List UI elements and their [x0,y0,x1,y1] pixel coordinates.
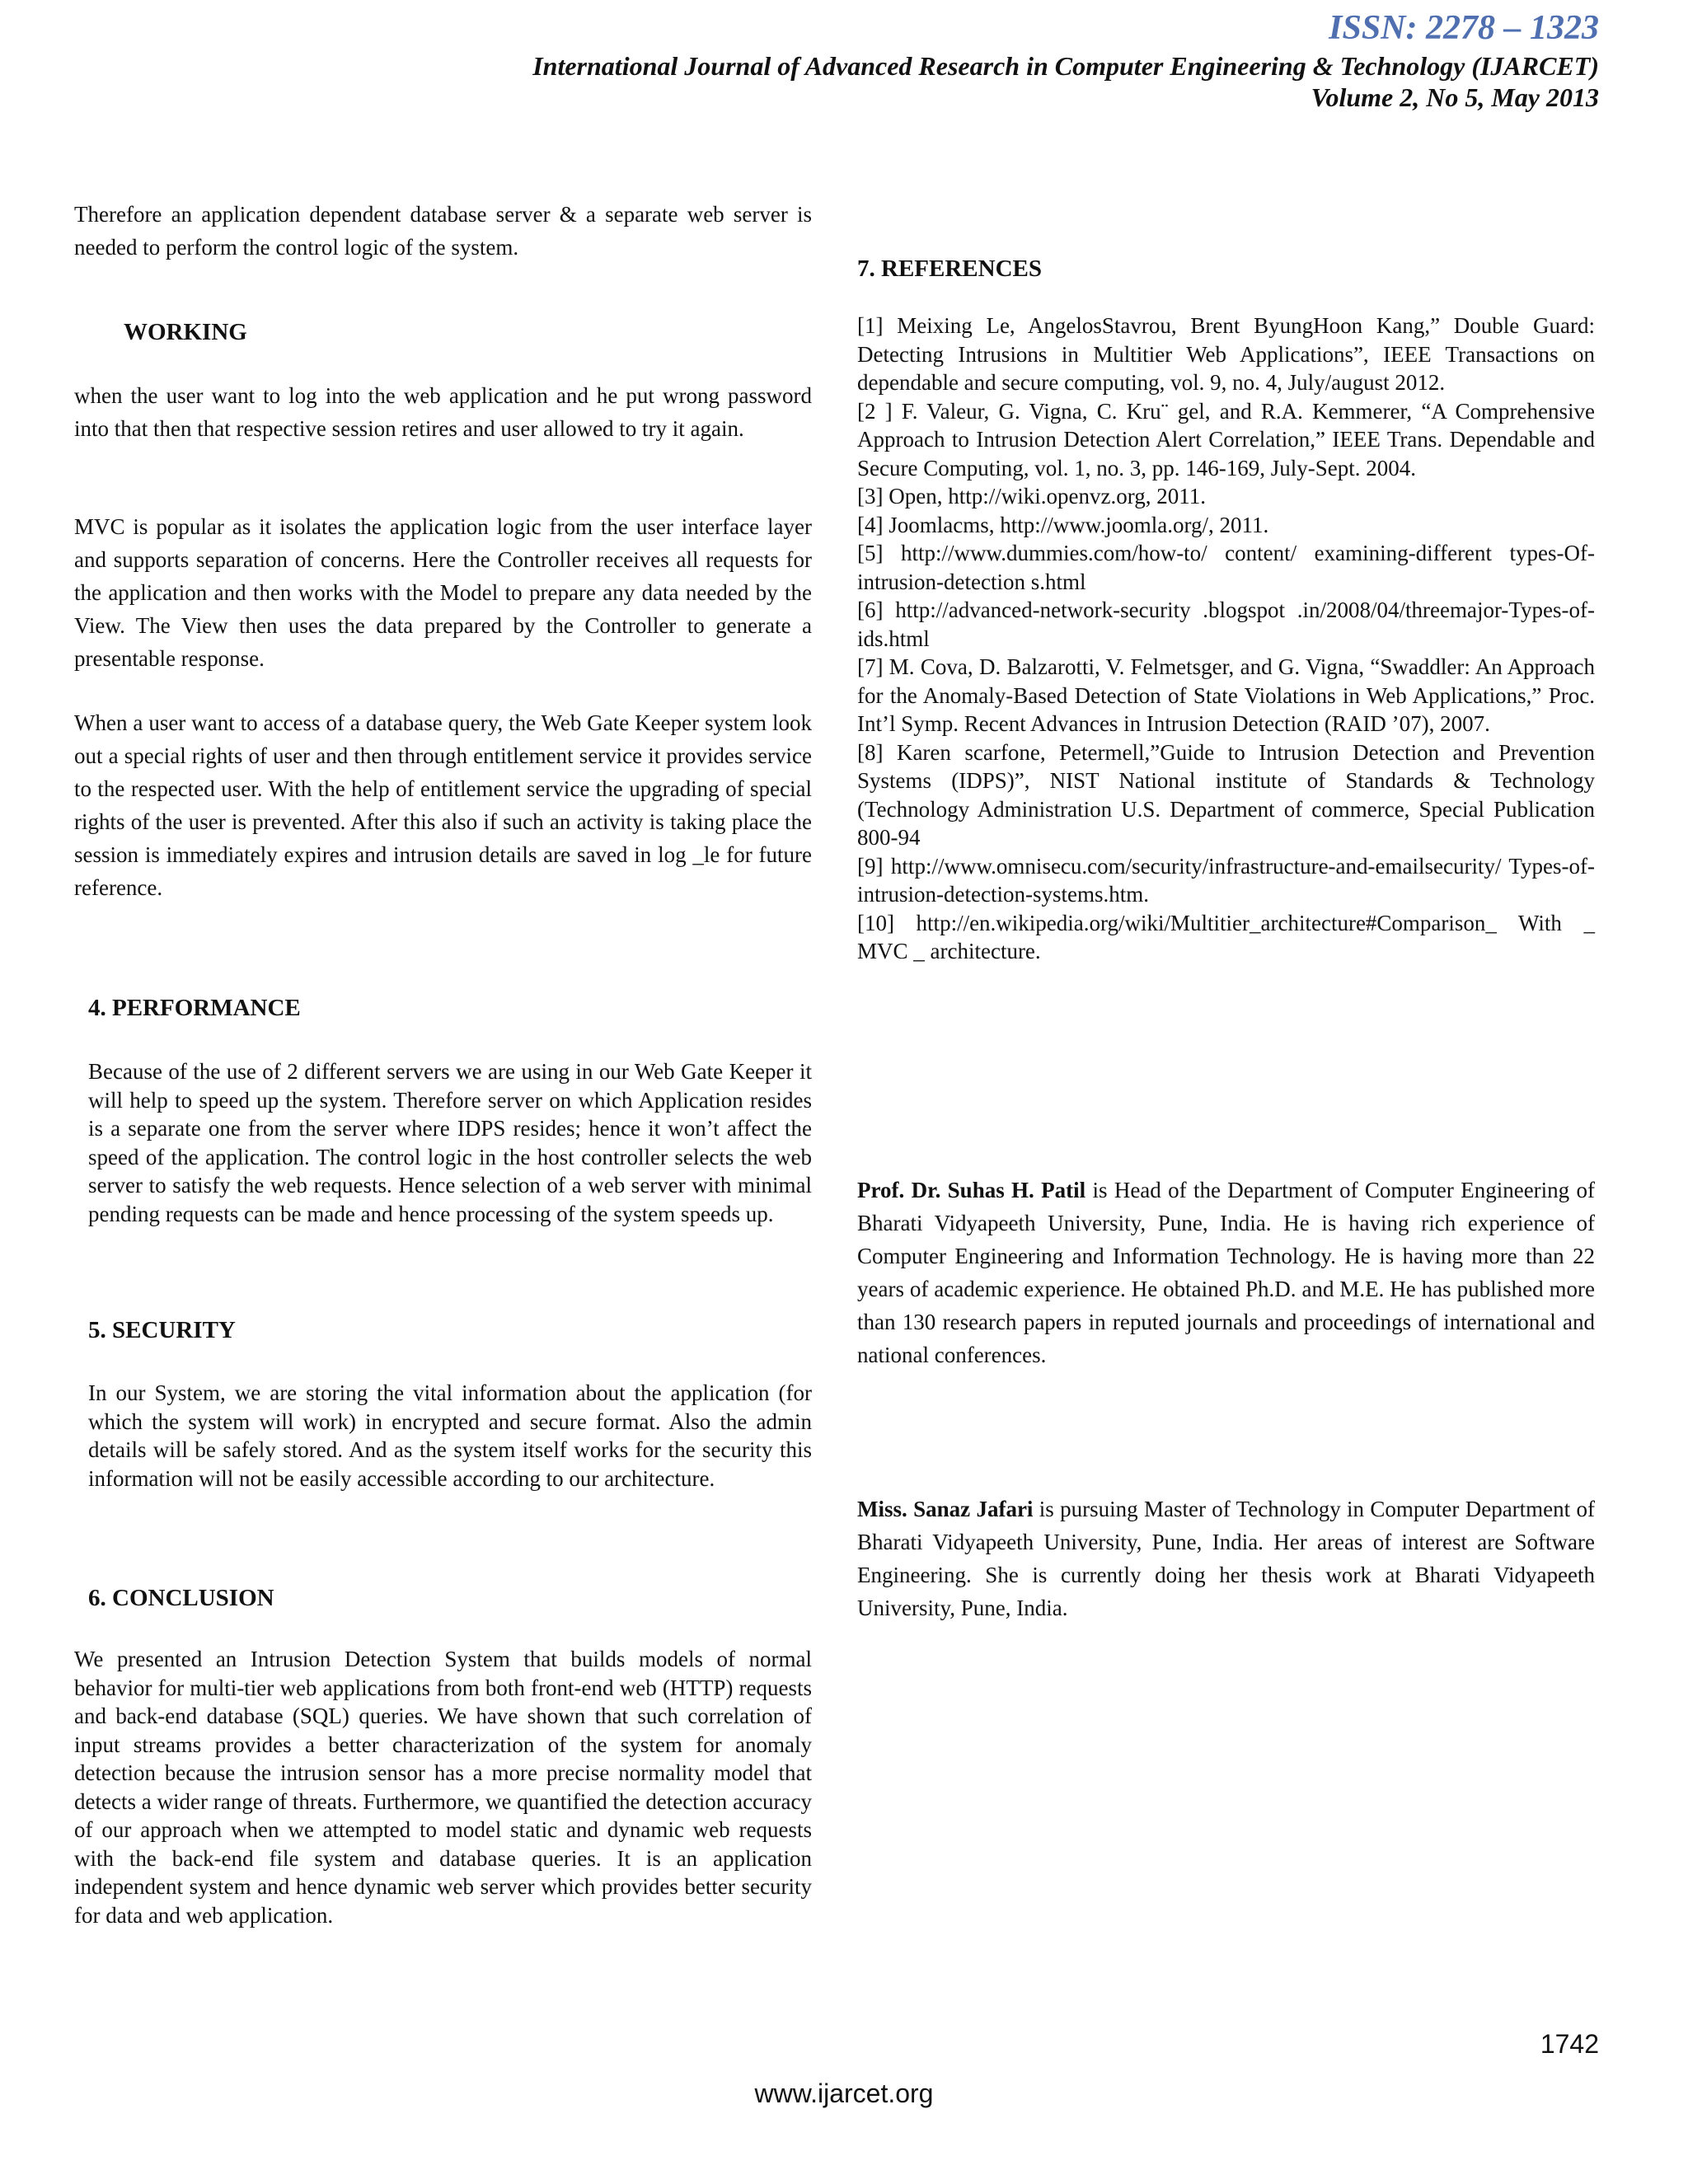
security-paragraph: In our System, we are storing the vital information about the application (for which the system will work) in encrypted and secure format. Also the admin details will be safely stored. And as the system itself works for the security this information will not be easily accessible according to our architecture. [88,1380,812,1491]
reference-item: [7] M. Cova, D. Balzarotti, V. Felmetsger, and G. Vigna, “Swaddler: An Approach for the Anomaly-Based Detection of State Violations in Web Applications,” Proc. Int’l Symp. Recent Advances in Intrusion Detection (RAID ’07), 2007. [857,654,1595,736]
right-column [857,0,1595,2184]
author-bio-jafari [857,1493,1595,1624]
reference-item: [8] Karen scarfone, Petermell,”Guide to Intrusion Detection and Prevention Systems (IDPS)”, NIST National institute of Standards & Technology (Technology Administration U.S. Department of commerce, Special Publication 800-94 [857,739,1595,850]
reference-item: [5] http://www.dummies.com/how-to/ content/ examining-different types-Of-intrusion-detection s.html [857,541,1595,594]
performance-paragraph: Because of the use of 2 different servers we are using in our Web Gate Keeper it will help to speed up the system. Therefore server on which Application resides is a separate one from the server where IDPS resides; hence it won’t affect the speed of the application. The control logic in the host controller selects the web server to satisfy the web requests. Hence selection of a web server with minimal pending requests can be made and hence processing of the system speeds up. [88,1059,812,1226]
reference-item: [2 ] F. Valeur, G. Vigna, C. Kru¨ gel, and R.A. Kemmerer, “A Comprehensive Approach to Intrusion Detection Alert Correlation,” IEEE Trans. Dependable and Secure Computing, vol. 1, no. 3, pp. 146-169, July-Sept. 2004. [857,398,1595,480]
reference-item: [1] Meixing Le, AngelosStavrou, Brent ByungHoon Kang,” Double Guard: Detecting Intrusions in Multitier Web Applications”, IEEE Transactions on dependable and secure computing, vol. 9, no. 4, July/august 2012. [857,313,1595,395]
working-paragraph-3: When a user want to access of a database query, the Web Gate Keeper system look out a special rights of user and then through entitlement service it provides service to the respected user. With the help of entitlement service the upgrading of special rights of the user is prevented. After this also if such an activity is taking place the session is immediately expires and intrusion details are saved in log _le for future reference. [74,710,812,900]
reference-item: [6] http://advanced-network-security .blogspot .in/2008/04/threemajor-Types-of-ids.html [857,598,1595,651]
reference-item: [3] Open, http://wiki.openvz.org, 2011. [857,484,1206,509]
working-heading: WORKING [124,319,247,345]
conclusion-heading: 6. CONCLUSION [88,1585,274,1611]
references-list [857,312,1595,966]
working-paragraph-1: when the user want to log into the web application and he put wrong password into that then that respective session retires and user allowed to try it again. [74,383,812,441]
volume-info: Volume 2, No 5, May 2013 [1311,82,1599,112]
page-number: 1742 [1540,2029,1599,2059]
author-bio-patil [857,1174,1595,1371]
footer-url: www.ijarcet.org [754,2079,934,2108]
author-bio-jafari-text: is pursuing Master of Technology in Computer Department of Bharati Vidyapeeth University, Pune, India. Her areas of interest are Software Engineering. She is currently doing her thesis work at Bharati Vidyapeeth University, Pune, India. [857,1497,1595,1620]
references-heading: 7. REFERENCES [857,255,1042,282]
reference-item: [10] http://en.wikipedia.org/wiki/Multitier_architecture#Comparison_ With _ MVC _ architecture. [857,910,1595,963]
intro-paragraph: Therefore an application dependent database server & a separate web server is needed to perform the control logic of the system. [74,202,812,260]
author-bio-patil-text: is Head of the Department of Computer Engineering of Bharati Vidyapeeth University, Pune, India. He is having rich experience of Computer Engineering and Information Technology. He is having more than 22 years of academic experience. He obtained Ph.D. and M.E. He has published more than 130 research papers in reputed journals and proceedings of international and national conferences. [857,1178,1596,1367]
performance-heading: 4. PERFORMANCE [88,995,301,1021]
author-name-patil: Prof. Dr. Suhas H. Patil [857,1178,1086,1202]
conclusion-paragraph: We presented an Intrusion Detection System that builds models of normal behavior for multi-tier web applications from both front-end web (HTTP) requests and back-end database (SQL) queries. We have shown that such correlation of input streams provides a better characterization of the system for anomaly detection because the intrusion sensor has a more precise normality model that detects a wider range of threats. Furthermore, we quantified the detection accuracy of our approach when we attempted to model static and dynamic web requests with the back-end file system and database queries. It is an application independent system and hence dynamic web server which provides better security for data and web application. [74,1647,812,1928]
reference-item: [4] Joomlacms, http://www.joomla.org/, 2011. [857,512,1269,537]
working-paragraph-2: MVC is popular as it isolates the application logic from the user interface layer and supports separation of concerns. Here the Controller receives all requests for the application and then works with the Model to prepare any data needed by the View. The View then uses the data prepared by the Controller to generate a presentable response. [74,514,812,671]
reference-item: [9] http://www.omnisecu.com/security/infrastructure-and-emailsecurity/ Types-of-intrusion-detection-systems.htm. [857,853,1595,907]
security-heading: 5. SECURITY [88,1317,236,1343]
left-column [74,0,812,2184]
issn-header: ISSN: 2278 – 1323 [1329,9,1599,47]
author-name-jafari: Miss. Sanaz Jafari [857,1497,1034,1521]
journal-title: International Journal of Advanced Research in Computer Engineering & Technology (IJARCET) [532,51,1599,81]
